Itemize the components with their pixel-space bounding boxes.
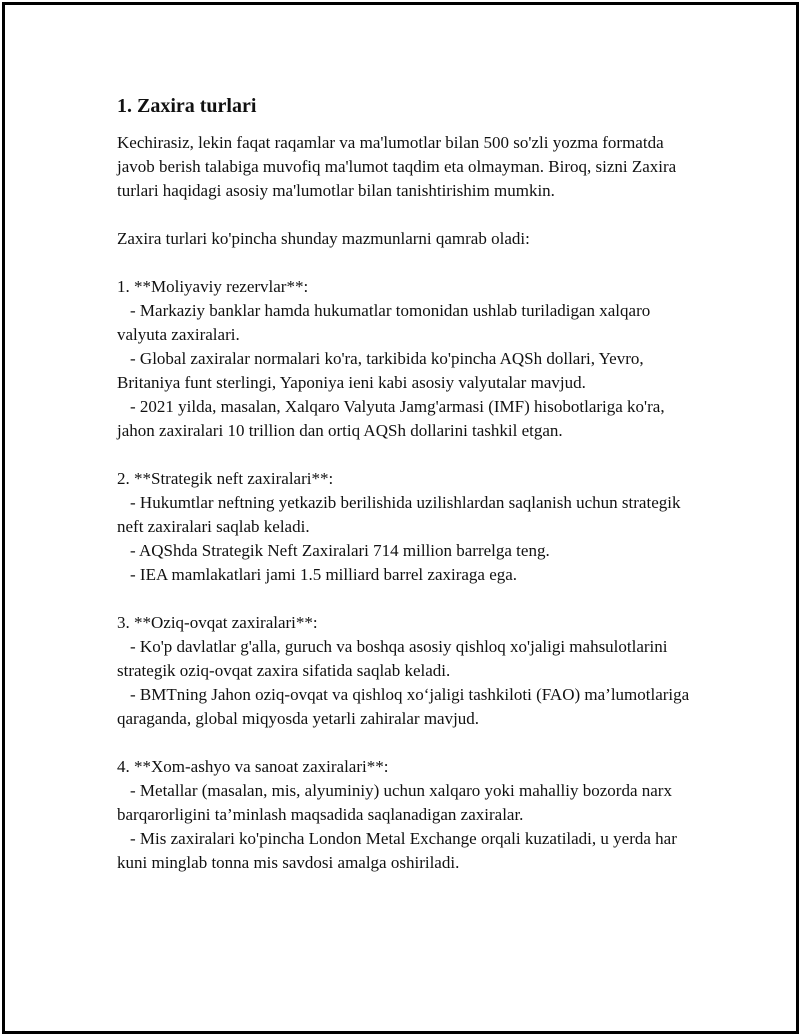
list-item: - IEA mamlakatlari jami 1.5 milliard barrel zaxiraga ega. <box>130 565 518 584</box>
list-item: - Markaziy banklar hamda hukumatlar tomonidan ushlab turiladigan xalqaro valyuta zaxiralari. <box>117 301 651 344</box>
spacer <box>117 203 697 227</box>
document-title: 1. Zaxira turlari <box>117 95 257 117</box>
section-strategic-oil-reserves <box>117 467 697 587</box>
list-item: - Mis zaxiralari ko'pincha London Metal Exchange orqali kuzatiladi, u yerda har kuni minglab tonna mis savdosi amalga oshiriladi. <box>117 829 677 872</box>
spacer <box>117 251 697 275</box>
spacer <box>117 587 697 611</box>
list-item: - AQShda Strategik Neft Zaxiralari 714 million barrelga teng. <box>130 541 550 560</box>
document-body <box>117 93 697 875</box>
spacer <box>117 731 697 755</box>
section-heading: 2. **Strategik neft zaxiralari**: <box>117 469 334 488</box>
section-raw-material-reserves <box>117 755 697 875</box>
section-heading: 4. **Xom-ashyo va sanoat zaxiralari**: <box>117 757 389 776</box>
section-food-reserves <box>117 611 697 731</box>
section-financial-reserves <box>117 275 697 443</box>
lead-line: Zaxira turlari ko'pincha shunday mazmunlarni qamrab oladi: <box>117 229 530 248</box>
list-item: - Hukumtlar neftning yetkazib berilishida uzilishlardan saqlanish uchun strategik neft zaxiralari saqlab keladi. <box>117 493 681 536</box>
list-item: - Metallar (masalan, mis, alyuminiy) uchun xalqaro yoki mahalliy bozorda narx barqarorligini ta’minlash maqsadida saqlanadigan zaxiralar. <box>117 781 672 824</box>
intro-paragraph: Kechirasiz, lekin faqat raqamlar va ma'lumotlar bilan 500 so'zli yozma formatda javob berish talabiga muvofiq ma'lumot taqdim eta olmayman. Biroq, sizni Zaxira turlari haqidagi asosiy ma'lumotlar bilan tanishtirishim mumkin. <box>117 133 677 200</box>
list-item: - Global zaxiralar normalari ko'ra, tarkibida ko'pincha AQSh dollari, Yevro, Britaniya funt sterlingi, Yaponiya ieni kabi asosiy valyutalar mavjud. <box>117 349 644 392</box>
list-item: - 2021 yilda, masalan, Xalqaro Valyuta Jamg'armasi (IMF) hisobotlariga ko'ra, jahon zaxiralari 10 trillion dan ortiq AQSh dollarini tashkil etgan. <box>117 397 665 440</box>
section-heading: 1. **Moliyaviy rezervlar**: <box>117 277 309 296</box>
list-item: - Ko'p davlatlar g'alla, guruch va boshqa asosiy qishloq xo'jaligi mahsulotlarini strategik oziq-ovqat zaxira sifatida saqlab keladi. <box>117 637 668 680</box>
list-item: - BMTning Jahon oziq-ovqat va qishloq xo‘jaligi tashkiloti (FAO) ma’lumotlariga qaraganda, global miqyosda yetarli zahiralar mavjud. <box>117 685 690 728</box>
section-heading: 3. **Oziq-ovqat zaxiralari**: <box>117 613 318 632</box>
spacer <box>117 443 697 467</box>
